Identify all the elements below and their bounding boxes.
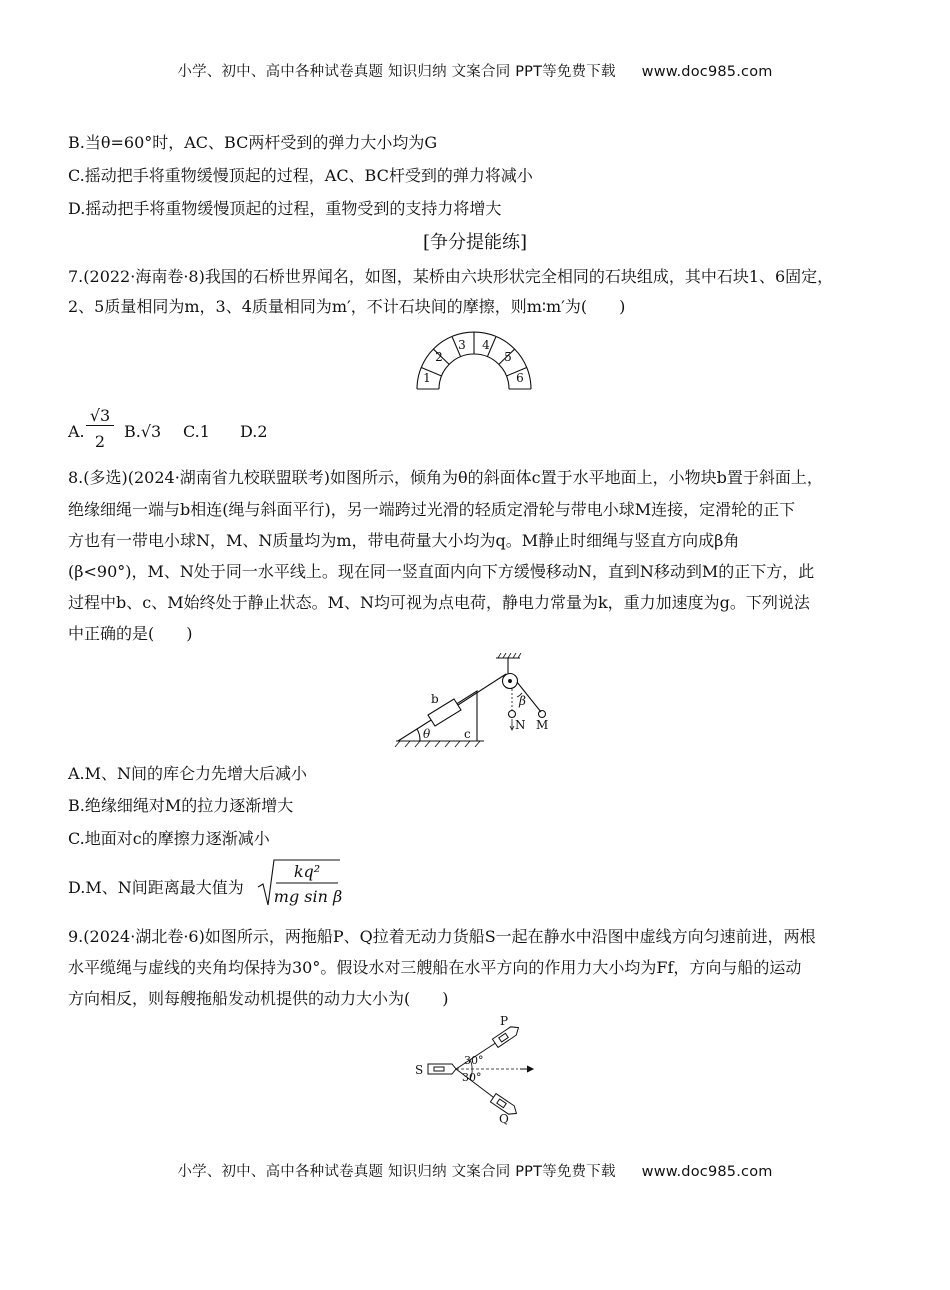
q7-option-a-numerator: √3 bbox=[86, 406, 114, 426]
q7-option-a-prefix: A. bbox=[68, 422, 85, 441]
q8-option-c: C.地面对c的摩擦力逐渐减小 bbox=[68, 829, 270, 848]
prev-option-b: B.当θ=60°时，AC、BC两杆受到的弹力大小均为G bbox=[68, 133, 438, 152]
footer-site-link[interactable]: www.doc985.com bbox=[641, 1164, 773, 1180]
q7-option-c: C.1 bbox=[183, 422, 210, 441]
q9-line-2: 水平缆绳与虚线的夹角均保持为30°。假设水对三艘船在水平方向的作用力大小均为Ff，方向与船的运动 bbox=[68, 958, 802, 977]
page-header bbox=[0, 60, 950, 81]
q9-line-1: 9.(2024·湖北卷·6)如图所示，两拖船P、Q拉着无动力货船S一起在静水中沿图中虚线方向匀速前进，两根 bbox=[68, 927, 816, 946]
q8-label-n: N bbox=[515, 718, 526, 732]
q8-line-2: 绝缘细绳一端与b相连(绳与斜面平行)，另一端跨过光滑的轻质定滑轮与带电小球M连接，定滑轮的正下 bbox=[68, 500, 796, 519]
q8-option-d-numerator: kq² bbox=[293, 862, 321, 881]
q8-line-6: 中正确的是( ) bbox=[68, 624, 193, 643]
q9-tugboat-figure bbox=[410, 1016, 546, 1126]
q7-block-2: 2 bbox=[435, 350, 443, 364]
prev-option-d: D.摇动把手将重物缓慢顶起的过程，重物受到的支持力将增大 bbox=[68, 199, 502, 218]
q7-block-1: 1 bbox=[423, 371, 431, 385]
q7-line-1: 7.(2022·海南卷·8)我国的石桥世界闻名，如图，某桥由六块形状完全相同的石块组成，其中石块1、6固定， bbox=[68, 267, 834, 286]
section-title: [争分提能练] bbox=[422, 232, 528, 253]
q8-label-m: M bbox=[536, 718, 549, 732]
q8-option-d-prefix: D.M、N间距离最大值为 bbox=[68, 878, 244, 897]
q8-label-beta: β bbox=[519, 694, 526, 708]
q8-line-5: 过程中b、c、M始终处于静止状态。M、N均可视为点电荷，静电力常量为k，重力加速度为g。下列说法 bbox=[68, 593, 810, 612]
q7-option-b: B.√3 bbox=[124, 422, 162, 441]
q7-block-5: 5 bbox=[504, 350, 512, 364]
q7-option-d: D.2 bbox=[240, 422, 268, 441]
q8-line-3: 方也有一带电小球N，M、N质量均为m，带电荷量大小均为q。M静止时细绳与竖直方向成β角 bbox=[68, 531, 740, 550]
q9-angle-top: 30° bbox=[464, 1054, 484, 1067]
q8-line-1: 8.(多选)(2024·湖南省九校联盟联考)如图所示，倾角为θ的斜面体c置于水平地面上，小物块b置于斜面上， bbox=[68, 468, 823, 487]
q7-arch-bridge-figure bbox=[412, 328, 536, 392]
q7-block-4: 4 bbox=[482, 338, 490, 352]
q9-label-q: Q bbox=[499, 1112, 509, 1126]
q8-incline-pulley-figure bbox=[392, 653, 558, 749]
q8-option-b: B.绝缘细绳对M的拉力逐渐增大 bbox=[68, 796, 294, 815]
q8-option-d bbox=[68, 857, 388, 909]
q9-angle-bottom: 30° bbox=[462, 1071, 482, 1084]
q7-block-3: 3 bbox=[458, 338, 466, 352]
footer-text: 小学、初中、高中各种试卷真题 知识归纳 文案合同 PPT等免费下载 bbox=[177, 1164, 616, 1180]
header-site-link[interactable]: www.doc985.com bbox=[641, 64, 773, 80]
q8-label-theta: θ bbox=[423, 727, 431, 741]
q7-block-6: 6 bbox=[516, 371, 524, 385]
q8-option-d-denominator: mg sin β bbox=[273, 887, 343, 906]
q7-options bbox=[68, 408, 308, 458]
q9-line-3: 方向相反，则每艘拖船发动机提供的动力大小为( ) bbox=[68, 989, 449, 1008]
q8-label-c: c bbox=[464, 727, 471, 741]
q8-line-4: (β<90°)，M、N处于同一水平线上。现在同一竖直面内向下方缓慢移动N，直到N移动到M的正下方，此 bbox=[68, 562, 815, 581]
q8-label-b: b bbox=[431, 692, 439, 706]
prev-option-c: C.摇动把手将重物缓慢顶起的过程，AC、BC杆受到的弹力将减小 bbox=[68, 166, 533, 185]
q8-option-a: A.M、N间的库仑力先增大后减小 bbox=[68, 764, 308, 783]
q7-line-2: 2、5质量相同为m，3、4质量相同为m′，不计石块间的摩擦，则m∶m′为( ) bbox=[68, 297, 626, 316]
page-footer bbox=[0, 1160, 950, 1181]
q9-label-s: S bbox=[415, 1063, 424, 1077]
q7-option-a-denominator: 2 bbox=[94, 432, 106, 451]
header-text: 小学、初中、高中各种试卷真题 知识归纳 文案合同 PPT等免费下载 bbox=[177, 64, 616, 80]
q9-label-p: P bbox=[500, 1016, 509, 1028]
